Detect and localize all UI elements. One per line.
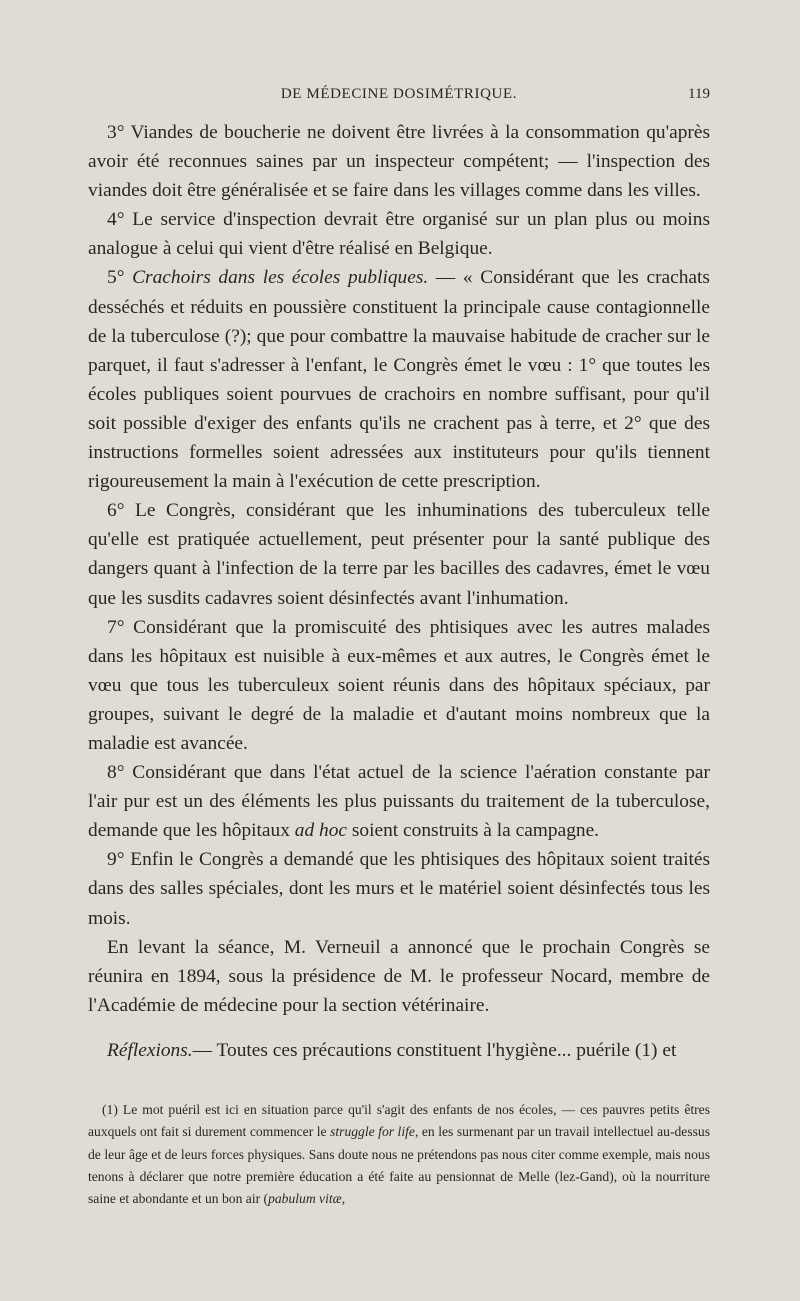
paragraph-item-5 [88,263,710,496]
paragraph-text-end: soient construits à la campagne. [347,820,600,842]
section-title: Crachoirs dans les écoles publiques. [132,267,429,289]
paragraph-text: — « Considérant que les crachats desséchés et réduits en poussière constituent la principale cause contagionnelle de la tuberculose (?); que pour combattre la mauvaise habitude de cracher sur le parquet, il faut s'adresser à l'enfant, le Congrès émet le vœu : 1° que toutes les écoles publiques soient pourvues de crachoirs en nombre suffisant, pour qu'il soit possible d'exiger des enfants qu'ils ne crachent pas à terre, et 2° que des instructions formelles soient adressées aux instituteurs pour qu'ils tiennent rigoureusement la main à l'exécution de cette prescription. [88,267,710,493]
paragraph-number: 5° [107,267,125,289]
footnote-text-start: (1) Le mot puéril est ici en situation parce qu'il s'agit des enfants de nos écoles, — ces pauvres petits êtres auxquels ont fait si durement commencer le [88,1102,710,1140]
paragraph-item-closing: En levant la séance, M. Verneuil a annoncé que le prochain Congrès se réunira en 1894, sous la présidence de M. le professeur Nocard, membre de l'Académie de médecine pour la section vétérinaire. [88,936,710,1016]
paragraph-item-7: 7° Considérant que la promiscuité des phtisiques avec les autres malades dans les hôpitaux est nuisible à eux-mêmes et aux autres, le Congrès émet le vœu que tous les tuberculeux soient réunis dans des hôpitaux spéciaux, par groupes, suivant le degré de la maladie et d'autant moins nombreux que la maladie est avancée. [88,616,710,754]
paragraph-item-9: 9° Enfin le Congrès a demandé que les phtisiques des hôpitaux soient traités dans des salles spéciales, dont les murs et le matériel soient désinfectés tous les mois. [88,849,710,929]
paragraph-item-3: 3° Viandes de boucherie ne doivent être livrées à la consommation qu'après avoir été reconnues saines par un inspecteur compétent; — l'inspection des viandes doit être généralisée et se faire dans les villages comme dans les villes. [88,122,710,202]
paragraph-text-start: 8° Considérant que dans l'état actuel de la science l'aération constante par l'air pur est un des éléments les plus puissants du traitement de la tuberculose, demande que les hôpitaux [88,762,710,842]
reflexions-text: — Toutes ces précautions constituent l'hygiène... puérile (1) et [192,1040,677,1061]
paragraph-item-8 [88,758,710,845]
page-number: 119 [688,86,710,102]
paragraph-item-6: 6° Le Congrès, considérant que les inhuminations des tuberculeux telle qu'elle est pratiquée actuellement, peut présenter pour la santé publique des dangers quant à l'infection de la terre par les bacilles des cadavres, émet le vœu que les susdits cadavres soient désinfectés avant l'inhumation. [88,500,710,609]
paragraph-item-4: 4° Le service d'inspection devrait être organisé sur un plan plus ou moins analogue à celui qui vient d'être réalisé en Belgique. [88,209,710,260]
footnote-italic-phrase: struggle for life [330,1124,415,1140]
running-title: DE MÉDECINE DOSIMÉTRIQUE. [280,86,518,102]
reflexions-block [88,1036,710,1065]
main-text [88,118,710,1020]
running-head [88,86,710,108]
footnote-latin-phrase: pabulum vitæ, [268,1191,346,1207]
latin-phrase: ad hoc [294,820,348,842]
reflexions-title: Réflexions. [107,1040,193,1061]
footnote-text [88,1099,710,1210]
reflexions-paragraph [88,1036,710,1065]
footnote-text-middle: , en les surmenant par un travail intellectuel au-dessus de leur âge et de leurs forces physiques. Sans doute nous ne prétendons pas nous citer comme exemple, mais nous tenons à déclarer que notre première éducation a été faite au pensionnat de Melle (lez-Gand), où la nourriture saine et abondante et un bon air ( [88,1124,710,1207]
footnote [88,1099,710,1210]
